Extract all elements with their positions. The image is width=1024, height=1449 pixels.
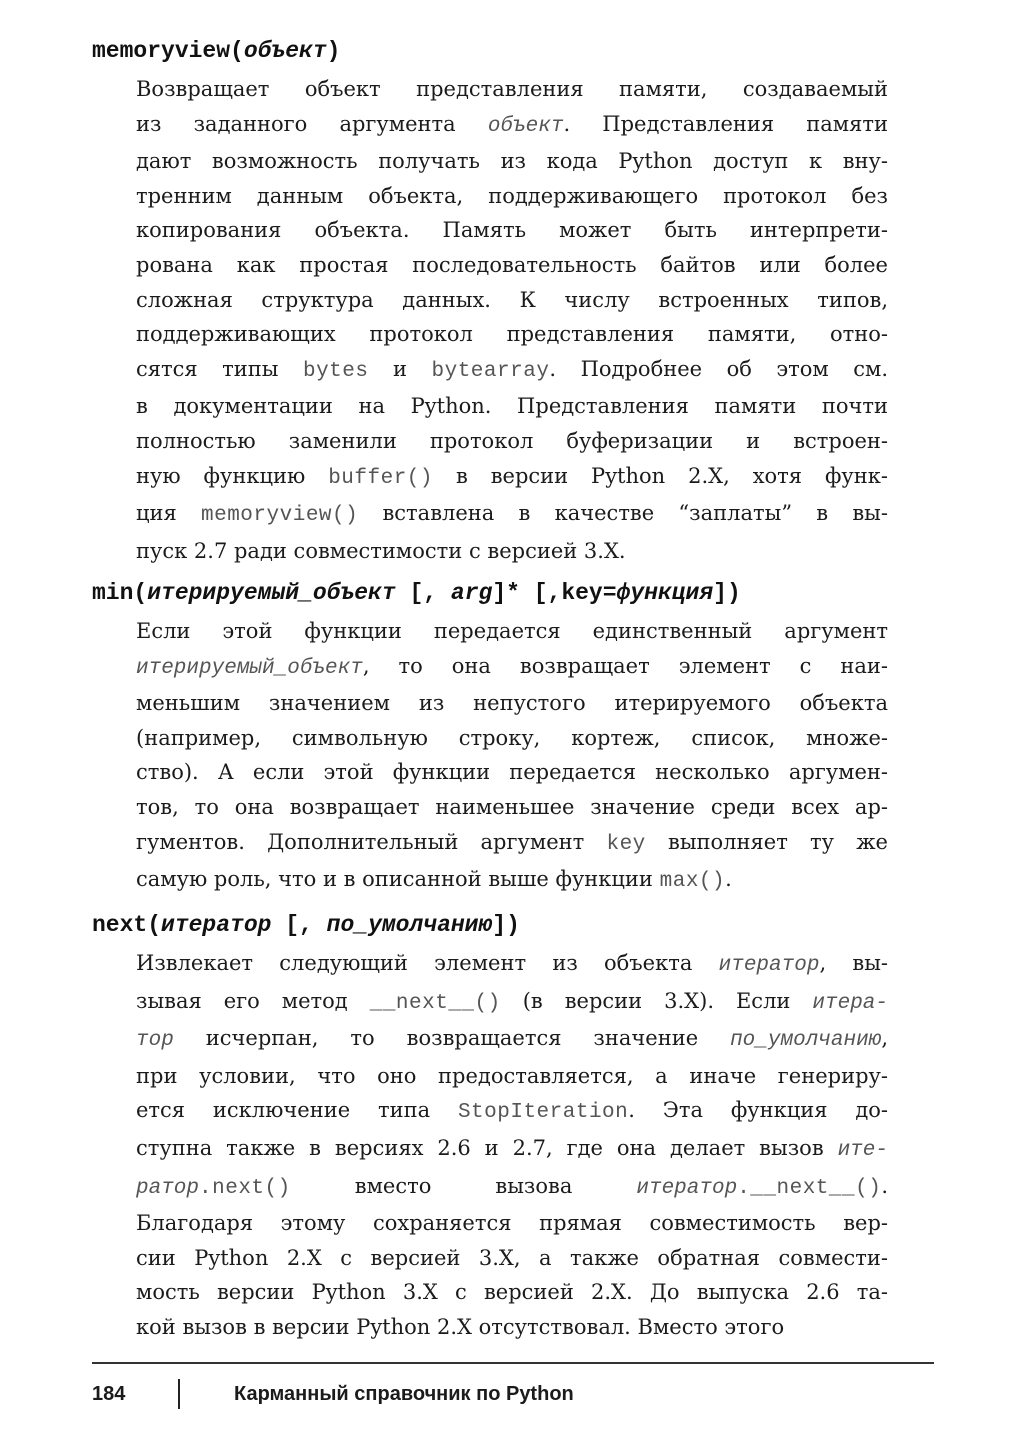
code-run: тор <box>136 1029 174 1053</box>
entry-memoryview <box>92 36 888 568</box>
text-run: ство). А если этой функции передается несколько аргумен- <box>136 760 888 785</box>
text-line <box>136 984 888 1022</box>
text-run: . Подробнее об этом см. <box>549 356 888 381</box>
text-run: тренним данным объекта, поддерживающего протокол без <box>136 183 888 208</box>
text-line <box>136 1241 888 1276</box>
text-line <box>136 862 888 900</box>
entry-signature: memoryview(объект) <box>92 38 341 64</box>
entry-description <box>136 946 888 1345</box>
text-run: сии Python 2.X с версией 3.X, а также обратная совмести- <box>136 1245 888 1270</box>
text-run: меньшим значением из непустого итерируемого объекта <box>136 691 888 716</box>
text-line <box>136 1131 888 1169</box>
text-run: вместо вызова <box>290 1173 637 1198</box>
text-line <box>136 424 888 459</box>
code-run: итера- <box>812 991 889 1015</box>
text-line <box>136 1169 888 1207</box>
text-run: . <box>881 1173 888 1198</box>
text-run: поддерживающих протокол представления памяти, отно- <box>136 322 888 347</box>
text-line <box>136 946 888 984</box>
text-line <box>136 352 888 390</box>
code-run: итерируемый_объект <box>136 656 363 680</box>
footer-separator <box>178 1379 180 1409</box>
text-line <box>136 283 888 318</box>
code-run: объект <box>487 114 564 138</box>
text-line <box>136 790 888 825</box>
code-run: key <box>606 832 646 856</box>
text-run: Возвращает объект представления памяти, создаваемый <box>136 77 888 101</box>
text-line <box>136 614 888 649</box>
code-run: ите- <box>837 1138 888 1162</box>
text-run: в версии Python 2.X, хотя функ- <box>433 463 888 488</box>
code-run: StopIteration <box>457 1101 629 1125</box>
text-run: тов, то она возвращает наименьшее значение среди всех ар- <box>136 794 888 819</box>
code-run: итератор <box>636 1176 738 1200</box>
page-footer <box>92 1362 934 1410</box>
text-run: . Эта функция до- <box>628 1098 888 1123</box>
code-run: buffer() <box>328 466 434 490</box>
text-line <box>136 248 888 283</box>
text-line <box>136 1093 888 1131</box>
text-run: мость версии Python 3.X с версией 2.X. До выпуска 2.6 та- <box>136 1280 888 1305</box>
code-run: .next() <box>199 1176 291 1200</box>
entry-description <box>136 614 888 900</box>
text-run: при условии, что оно предоставляется, а иначе генериру- <box>136 1063 888 1088</box>
text-line <box>136 389 888 424</box>
text-run: сятся типы <box>136 356 303 381</box>
text-line <box>136 1206 888 1241</box>
text-run: выполняет ту же <box>645 829 888 854</box>
text-line <box>136 1021 888 1059</box>
text-run: Благодаря этому сохраняется прямая совместимость вер- <box>136 1211 888 1236</box>
text-line <box>136 1310 888 1345</box>
text-run: Если этой функции передается единственный аргумент <box>136 619 888 643</box>
text-run: , вы- <box>819 951 889 975</box>
entry-signature: next(итератор [, по_умолчанию]) <box>92 912 520 938</box>
code-run: bytes <box>302 359 369 383</box>
code-run: по_умолчанию <box>730 1029 882 1053</box>
text-run: кой вызов в версии Python 2.X отсутствовал. Вместо этого <box>136 1314 785 1339</box>
text-run: зывая его метод <box>136 988 370 1013</box>
code-run: итератор <box>718 954 820 977</box>
book-title: Карманный справочник по Python <box>234 1382 574 1405</box>
text-run: (в версии 3.X). Если <box>500 988 813 1013</box>
text-line <box>136 1059 888 1094</box>
code-run: .__next__() <box>737 1176 882 1200</box>
text-run: исчерпан, то возвращается значение <box>173 1026 731 1051</box>
text-run: пуск 2.7 ради совместимости с версией 3.X. <box>136 538 626 563</box>
text-run: из заданного аргумента <box>136 111 488 136</box>
footer-rule <box>92 1362 934 1364</box>
text-line <box>136 459 888 497</box>
text-run: ция <box>136 501 201 526</box>
entry-signature: min(итерируемый_объект [, arg]* [,key=функция]) <box>92 580 741 606</box>
code-run: __next__() <box>369 991 501 1015</box>
text-run: . Представления памяти <box>563 111 888 136</box>
text-run: вставлена в качестве “заплаты” в вы- <box>358 501 888 526</box>
code-run: memoryview() <box>201 504 359 528</box>
text-run: ется исключение типа <box>136 1098 458 1123</box>
text-line <box>136 755 888 790</box>
page-number: 184 <box>92 1382 126 1405</box>
text-line <box>136 825 888 863</box>
text-line <box>136 144 888 179</box>
code-run: max() <box>659 870 726 894</box>
text-line <box>136 107 888 145</box>
text-line <box>136 317 888 352</box>
text-line <box>136 179 888 214</box>
text-line <box>136 72 888 107</box>
text-line <box>136 496 888 534</box>
text-run: дают возможность получать из кода Python доступ к вну- <box>136 149 888 174</box>
text-run: рована как простая последовательность байтов или более <box>136 252 888 277</box>
text-run: ную функцию <box>136 463 329 488</box>
text-line <box>136 534 888 569</box>
text-run: и <box>368 356 432 381</box>
text-line <box>136 721 888 756</box>
text-run: , то она возвращает элемент с наи- <box>362 653 888 678</box>
text-run: сложная структура данных. К числу встроенных типов, <box>136 287 888 312</box>
text-line <box>136 1275 888 1310</box>
code-run: bytearray <box>431 359 550 383</box>
text-line <box>136 213 888 248</box>
text-line <box>136 649 888 687</box>
entry-min <box>92 578 888 900</box>
text-run: в документации на Python. Представления памяти почти <box>136 394 888 419</box>
code-run: ратор <box>136 1176 200 1200</box>
entry-next <box>92 910 888 1345</box>
text-line <box>136 686 888 721</box>
text-run: . <box>725 867 732 892</box>
text-run: , <box>881 1026 888 1051</box>
text-run: (например, символьную строку, кортеж, список, множе- <box>136 725 888 750</box>
text-run: Извлекает следующий элемент из объекта <box>136 951 719 975</box>
text-run: ступна также в версиях 2.6 и 2.7, где она делает вызов <box>136 1135 838 1160</box>
text-run: копирования объекта. Память может быть интерпрети- <box>136 218 888 243</box>
text-run: гументов. Дополнительный аргумент <box>136 829 607 854</box>
entry-description <box>136 72 888 568</box>
text-run: самую роль, что и в описанной выше функции <box>136 867 660 892</box>
text-run: полностью заменили протокол буферизации и встроен- <box>136 428 888 453</box>
